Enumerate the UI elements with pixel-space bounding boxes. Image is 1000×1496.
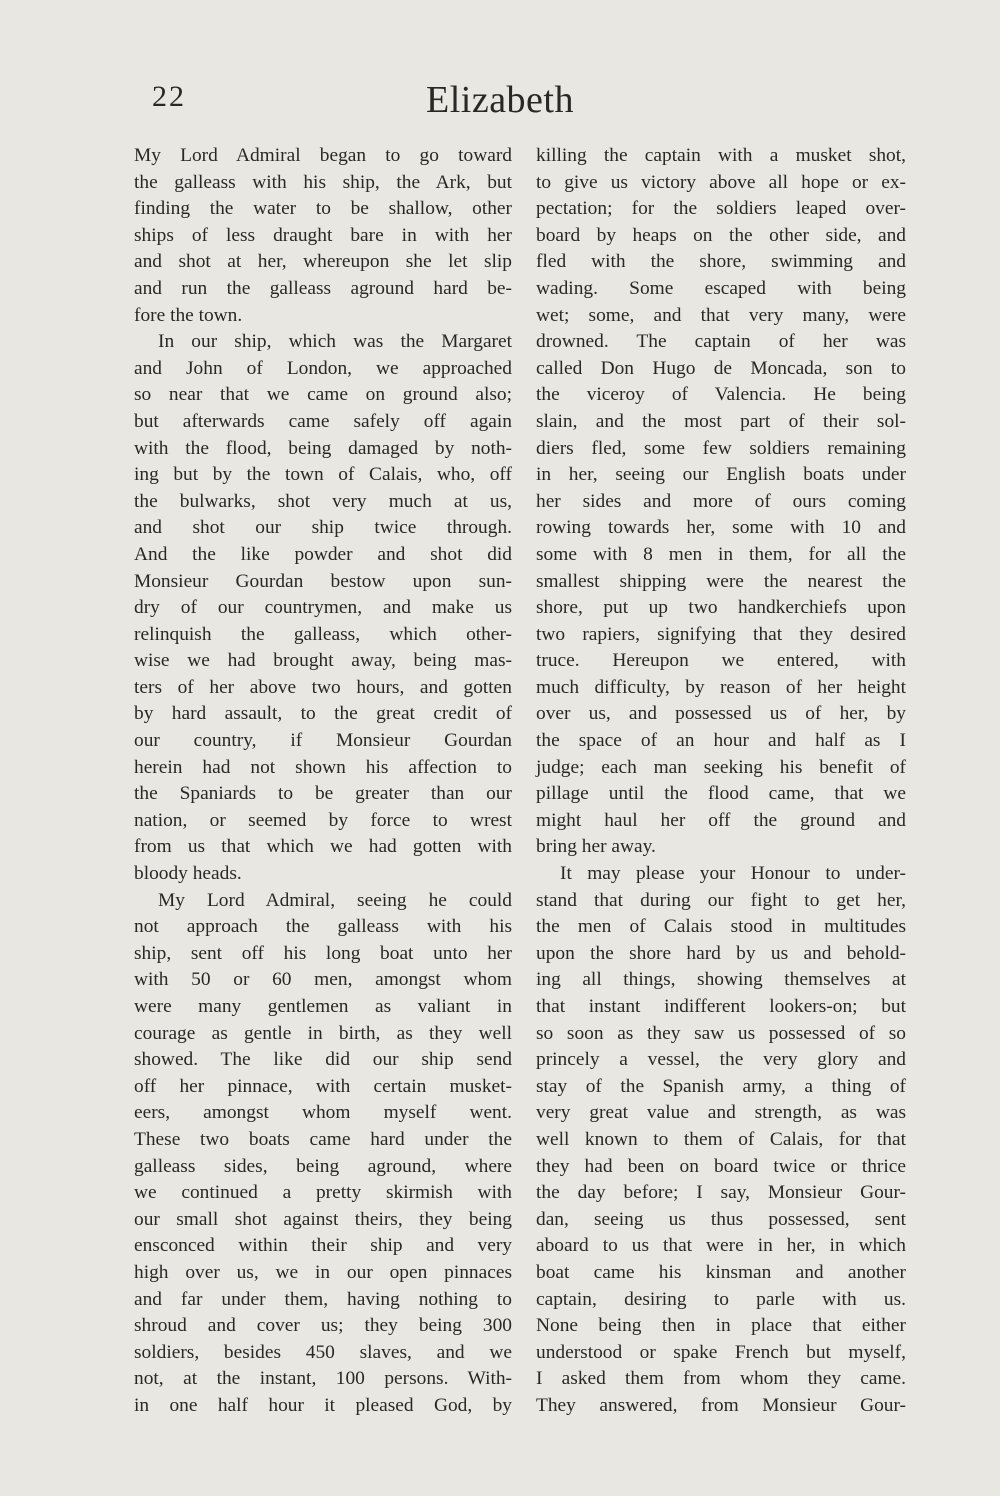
text-line: in her, seeing our English boats under — [536, 464, 906, 486]
text-line: rowing towards her, some with 10 and — [536, 517, 906, 539]
text-line: and far under them, having nothing to — [134, 1288, 512, 1310]
text-line: slain, and the most part of their sol- — [536, 410, 906, 432]
text-line: aboard to us that were in her, in which — [536, 1235, 906, 1257]
text-line: courage as gentle in birth, as they well — [134, 1022, 512, 1044]
text-line: wet; some, and that very many, were — [536, 304, 906, 326]
text-line: And the like powder and shot did — [134, 543, 512, 565]
text-line: the space of an hour and half as I — [536, 730, 906, 752]
text-line: eers, amongst whom myself went. — [134, 1102, 512, 1124]
text-line: showed. The like did our ship send — [134, 1049, 512, 1071]
text-line: wading. Some escaped with being — [536, 277, 906, 299]
text-line: It may please your Honour to under- — [560, 863, 906, 885]
text-line: shroud and cover us; they being 300 — [134, 1315, 512, 1337]
text-line: from us that which we had gotten with — [134, 836, 512, 858]
text-line: with the flood, being damaged by noth- — [134, 437, 512, 459]
text-line: over us, and possessed us of her, by — [536, 703, 906, 725]
text-line: called Don Hugo de Moncada, son to — [536, 357, 906, 379]
text-line: some with 8 men in them, for all the — [536, 543, 906, 565]
text-line: ship, sent off his long boat unto her — [134, 942, 512, 964]
text-line: judge; each man seeking his benefit of — [536, 756, 906, 778]
text-line: in one half hour it pleased God, by — [134, 1394, 512, 1416]
text-line: not, at the instant, 100 persons. With- — [134, 1368, 512, 1390]
text-line: boat came his kinsman and another — [536, 1261, 906, 1283]
text-line: much difficulty, by reason of her height — [536, 676, 906, 698]
text-line: we continued a pretty skirmish with — [134, 1182, 512, 1204]
text-line: and run the galleass aground hard be- — [134, 277, 512, 299]
text-line: dry of our countrymen, and make us — [134, 597, 512, 619]
running-head-title: Elizabeth — [426, 79, 574, 121]
text-line: by hard assault, to the great credit of — [134, 703, 512, 725]
text-line: the viceroy of Valencia. He being — [536, 384, 906, 406]
text-line: to give us victory above all hope or ex- — [536, 171, 906, 193]
text-line: understood or spake French but myself, — [536, 1341, 906, 1363]
text-line: bring her away. — [536, 836, 656, 858]
text-line: so soon as they saw us possessed of so — [536, 1022, 906, 1044]
text-line: so near that we came on ground also; — [134, 384, 512, 406]
text-line: ters of her above two hours, and gotten — [134, 676, 512, 698]
text-line: ing all things, showing themselves at — [536, 969, 906, 991]
text-line: soldiers, besides 450 slaves, and we — [134, 1341, 512, 1363]
text-line: stay of the Spanish army, a thing of — [536, 1075, 906, 1097]
text-line: stand that during our fight to get her, — [536, 889, 906, 911]
text-line: These two boats came hard under the — [134, 1128, 512, 1150]
text-line: and shot our ship twice through. — [134, 517, 512, 539]
text-line: nation, or seemed by force to wrest — [134, 809, 512, 831]
text-line: very great value and strength, as was — [536, 1102, 906, 1124]
text-line: fore the town. — [134, 304, 243, 326]
text-line: princely a vessel, the very glory and — [536, 1049, 906, 1071]
text-line: but afterwards came safely off again — [134, 410, 512, 432]
text-line: ensconced within their ship and very — [134, 1235, 512, 1257]
text-line: pillage until the flood came, that we — [536, 783, 906, 805]
text-line: our country, if Monsieur Gourdan — [134, 730, 512, 752]
text-line: drowned. The captain of her was — [536, 331, 906, 353]
left-text-column — [134, 143, 512, 1420]
text-line: board by heaps on the other side, and — [536, 224, 906, 246]
text-line: fled with the shore, swimming and — [536, 251, 906, 273]
text-line: not approach the galleass with his — [134, 916, 512, 938]
text-line: None being then in place that either — [536, 1315, 906, 1337]
text-line: the men of Calais stood in multitudes — [536, 916, 906, 938]
text-line: the day before; I say, Monsieur Gour- — [536, 1182, 906, 1204]
text-line: finding the water to be shallow, other — [134, 198, 512, 220]
text-line: galleass sides, being aground, where — [134, 1155, 512, 1177]
text-line: In our ship, which was the Margaret — [158, 331, 512, 353]
text-line: relinquish the galleass, which other- — [134, 623, 512, 645]
text-line: My Lord Admiral, seeing he could — [158, 889, 512, 911]
text-line: smallest shipping were the nearest the — [536, 570, 906, 592]
text-line: pectation; for the soldiers leaped over- — [536, 198, 906, 220]
text-line: the galleass with his ship, the Ark, but — [134, 171, 512, 193]
right-text-column — [536, 143, 906, 1420]
text-line: her sides and more of ours coming — [536, 490, 906, 512]
text-line: ships of less draught bare in with her — [134, 224, 512, 246]
text-line: upon the shore hard by us and behold- — [536, 942, 906, 964]
text-line: ing but by the town of Calais, who, off — [134, 464, 512, 486]
text-line: well known to them of Calais, for that — [536, 1128, 906, 1150]
text-line: might haul her off the ground and — [536, 809, 906, 831]
text-line: were many gentlemen as valiant in — [134, 996, 512, 1017]
text-line: the Spaniards to be greater than our — [134, 783, 512, 805]
text-line: My Lord Admiral began to go toward — [134, 145, 512, 166]
text-line: off her pinnace, with certain musket- — [134, 1075, 512, 1097]
text-line: our small shot against theirs, they being — [134, 1208, 512, 1230]
text-line: herein had not shown his affection to — [134, 756, 512, 778]
text-line: two rapiers, signifying that they desired — [536, 623, 906, 645]
text-line: bloody heads. — [134, 863, 242, 885]
text-line: They answered, from Monsieur Gour- — [536, 1394, 906, 1416]
text-line: wise we had brought away, being mas- — [134, 650, 512, 672]
text-line: high over us, we in our open pinnaces — [134, 1261, 512, 1283]
text-line: they had been on board twice or thrice — [536, 1155, 906, 1177]
text-line: dan, seeing us thus possessed, sent — [536, 1208, 906, 1230]
text-line: that instant indifferent lookers-on; but — [536, 996, 906, 1017]
text-line: the bulwarks, shot very much at us, — [134, 490, 512, 512]
text-line: captain, desiring to parle with us. — [536, 1288, 906, 1310]
text-line: and shot at her, whereupon she let slip — [134, 251, 512, 273]
text-line: truce. Hereupon we entered, with — [536, 650, 906, 672]
text-line: killing the captain with a musket shot, — [536, 145, 906, 166]
text-line: Monsieur Gourdan bestow upon sun- — [134, 570, 512, 592]
page-number: 22 — [152, 80, 186, 113]
text-line: and John of London, we approached — [134, 357, 512, 379]
text-line: shore, put up two handkerchiefs upon — [536, 597, 906, 619]
text-line: with 50 or 60 men, amongst whom — [134, 969, 512, 991]
text-line: diers fled, some few soldiers remaining — [536, 437, 906, 459]
text-line: I asked them from whom they came. — [536, 1368, 906, 1390]
